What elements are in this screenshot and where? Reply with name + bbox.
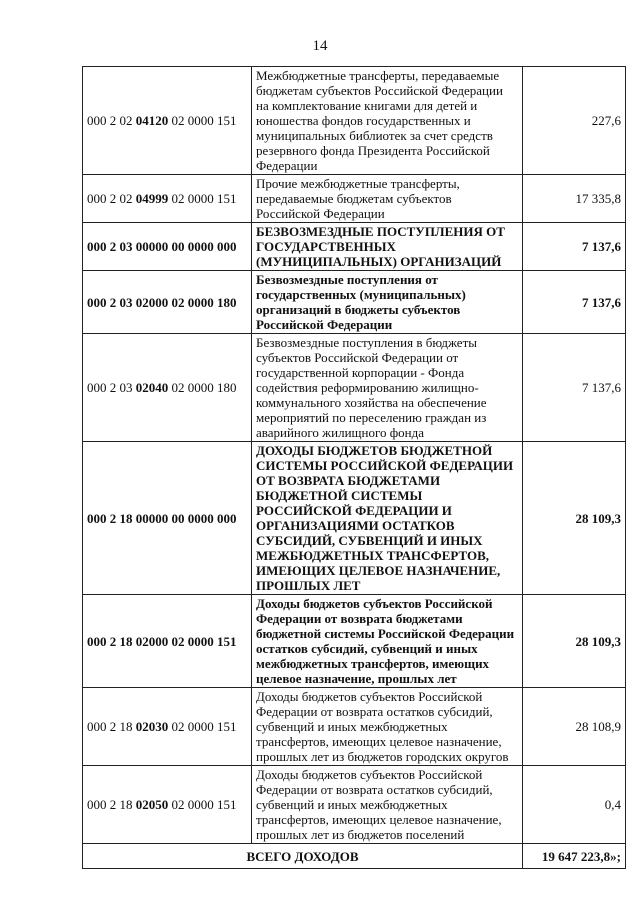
- row-amount: 28 109,3: [523, 595, 626, 688]
- row-description: Прочие межбюджетные трансферты, передаваемые бюджетам субъектов Российской Федерации: [252, 175, 523, 223]
- row-amount: 28 108,9: [523, 688, 626, 766]
- table-row: [83, 688, 626, 766]
- row-amount: 0,4: [523, 766, 626, 844]
- row-amount: 227,6: [523, 67, 626, 175]
- table-row: [83, 442, 626, 595]
- budget-code: 000 2 18 02050 02 0000 151: [83, 766, 252, 844]
- budget-code: 000 2 18 02000 02 0000 151: [83, 595, 252, 688]
- budget-code: 000 2 03 02040 02 0000 180: [83, 334, 252, 442]
- revenue-table: [82, 66, 626, 869]
- row-description: Безвозмездные поступления в бюджеты субъектов Российской Федерации от государственной корпорации - Фонда содействия реформированию жилищно-коммунального хозяйства на обеспечение мероприятий по переселению граждан из аварийного жилищного фонда: [252, 334, 523, 442]
- row-description: Доходы бюджетов субъектов Российской Федерации от возврата остатков субсидий, субвенций и иных межбюджетных трансфертов, имеющих целевое назначение, прошлых лет из бюджетов поселений: [252, 766, 523, 844]
- row-description: Безвозмездные поступления от государственных (муниципальных) организаций в бюджеты субъектов Российской Федерации: [252, 271, 523, 334]
- row-amount: 17 335,8: [523, 175, 626, 223]
- table-row: [83, 334, 626, 442]
- row-description: БЕЗВОЗМЕЗДНЫЕ ПОСТУПЛЕНИЯ ОТ ГОСУДАРСТВЕННЫХ (МУНИЦИПАЛЬНЫХ) ОРГАНИЗАЦИЙ: [252, 223, 523, 271]
- row-description: Доходы бюджетов субъектов Российской Федерации от возврата остатков субсидий, субвенций и иных межбюджетных трансфертов, имеющих целевое назначение, прошлых лет из бюджетов городских округов: [252, 688, 523, 766]
- budget-code: 000 2 03 00000 00 0000 000: [83, 223, 252, 271]
- row-amount: 7 137,6: [523, 223, 626, 271]
- table-row: [83, 766, 626, 844]
- total-row: [83, 844, 626, 869]
- row-amount: 7 137,6: [523, 334, 626, 442]
- budget-code: 000 2 02 04999 02 0000 151: [83, 175, 252, 223]
- budget-code: 000 2 02 04120 02 0000 151: [83, 67, 252, 175]
- budget-code: 000 2 18 00000 00 0000 000: [83, 442, 252, 595]
- total-label: ВСЕГО ДОХОДОВ: [83, 844, 523, 869]
- row-description: Доходы бюджетов субъектов Российской Федерации от возврата бюджетами бюджетной системы Российской Федерации остатков субсидий, субвенций и иных межбюджетных трансфертов, имеющих целевое назначение, прошлых лет: [252, 595, 523, 688]
- row-amount: 28 109,3: [523, 442, 626, 595]
- total-amount: 19 647 223,8»;: [523, 844, 626, 869]
- row-description: ДОХОДЫ БЮДЖЕТОВ БЮДЖЕТНОЙ СИСТЕМЫ РОССИЙСКОЙ ФЕДЕРАЦИИ ОТ ВОЗВРАТА БЮДЖЕТАМИ БЮДЖЕТНОЙ СИСТЕМЫ РОССИЙСКОЙ ФЕДЕРАЦИИ И ОРГАНИЗАЦИЯМИ ОСТАТКОВ СУБСИДИЙ, СУБВЕНЦИЙ И ИНЫХ МЕЖБЮДЖЕТНЫХ ТРАНСФЕРТОВ, ИМЕЮЩИХ ЦЕЛЕВОЕ НАЗНАЧЕНИЕ, ПРОШЛЫХ ЛЕТ: [252, 442, 523, 595]
- table-row: [83, 271, 626, 334]
- table-row: [83, 67, 626, 175]
- table-row: [83, 223, 626, 271]
- table-row: [83, 175, 626, 223]
- row-description: Межбюджетные трансферты, передаваемые бюджетам субъектов Российской Федерации на комплектование книгами для детей и юношества фондов государственных и муниципальных библиотек за счет средств резервного фонда Президента Российской Федерации: [252, 67, 523, 175]
- table-row: [83, 595, 626, 688]
- page-number: 14: [312, 38, 328, 54]
- budget-code: 000 2 03 02000 02 0000 180: [83, 271, 252, 334]
- budget-code: 000 2 18 02030 02 0000 151: [83, 688, 252, 766]
- row-amount: 7 137,6: [523, 271, 626, 334]
